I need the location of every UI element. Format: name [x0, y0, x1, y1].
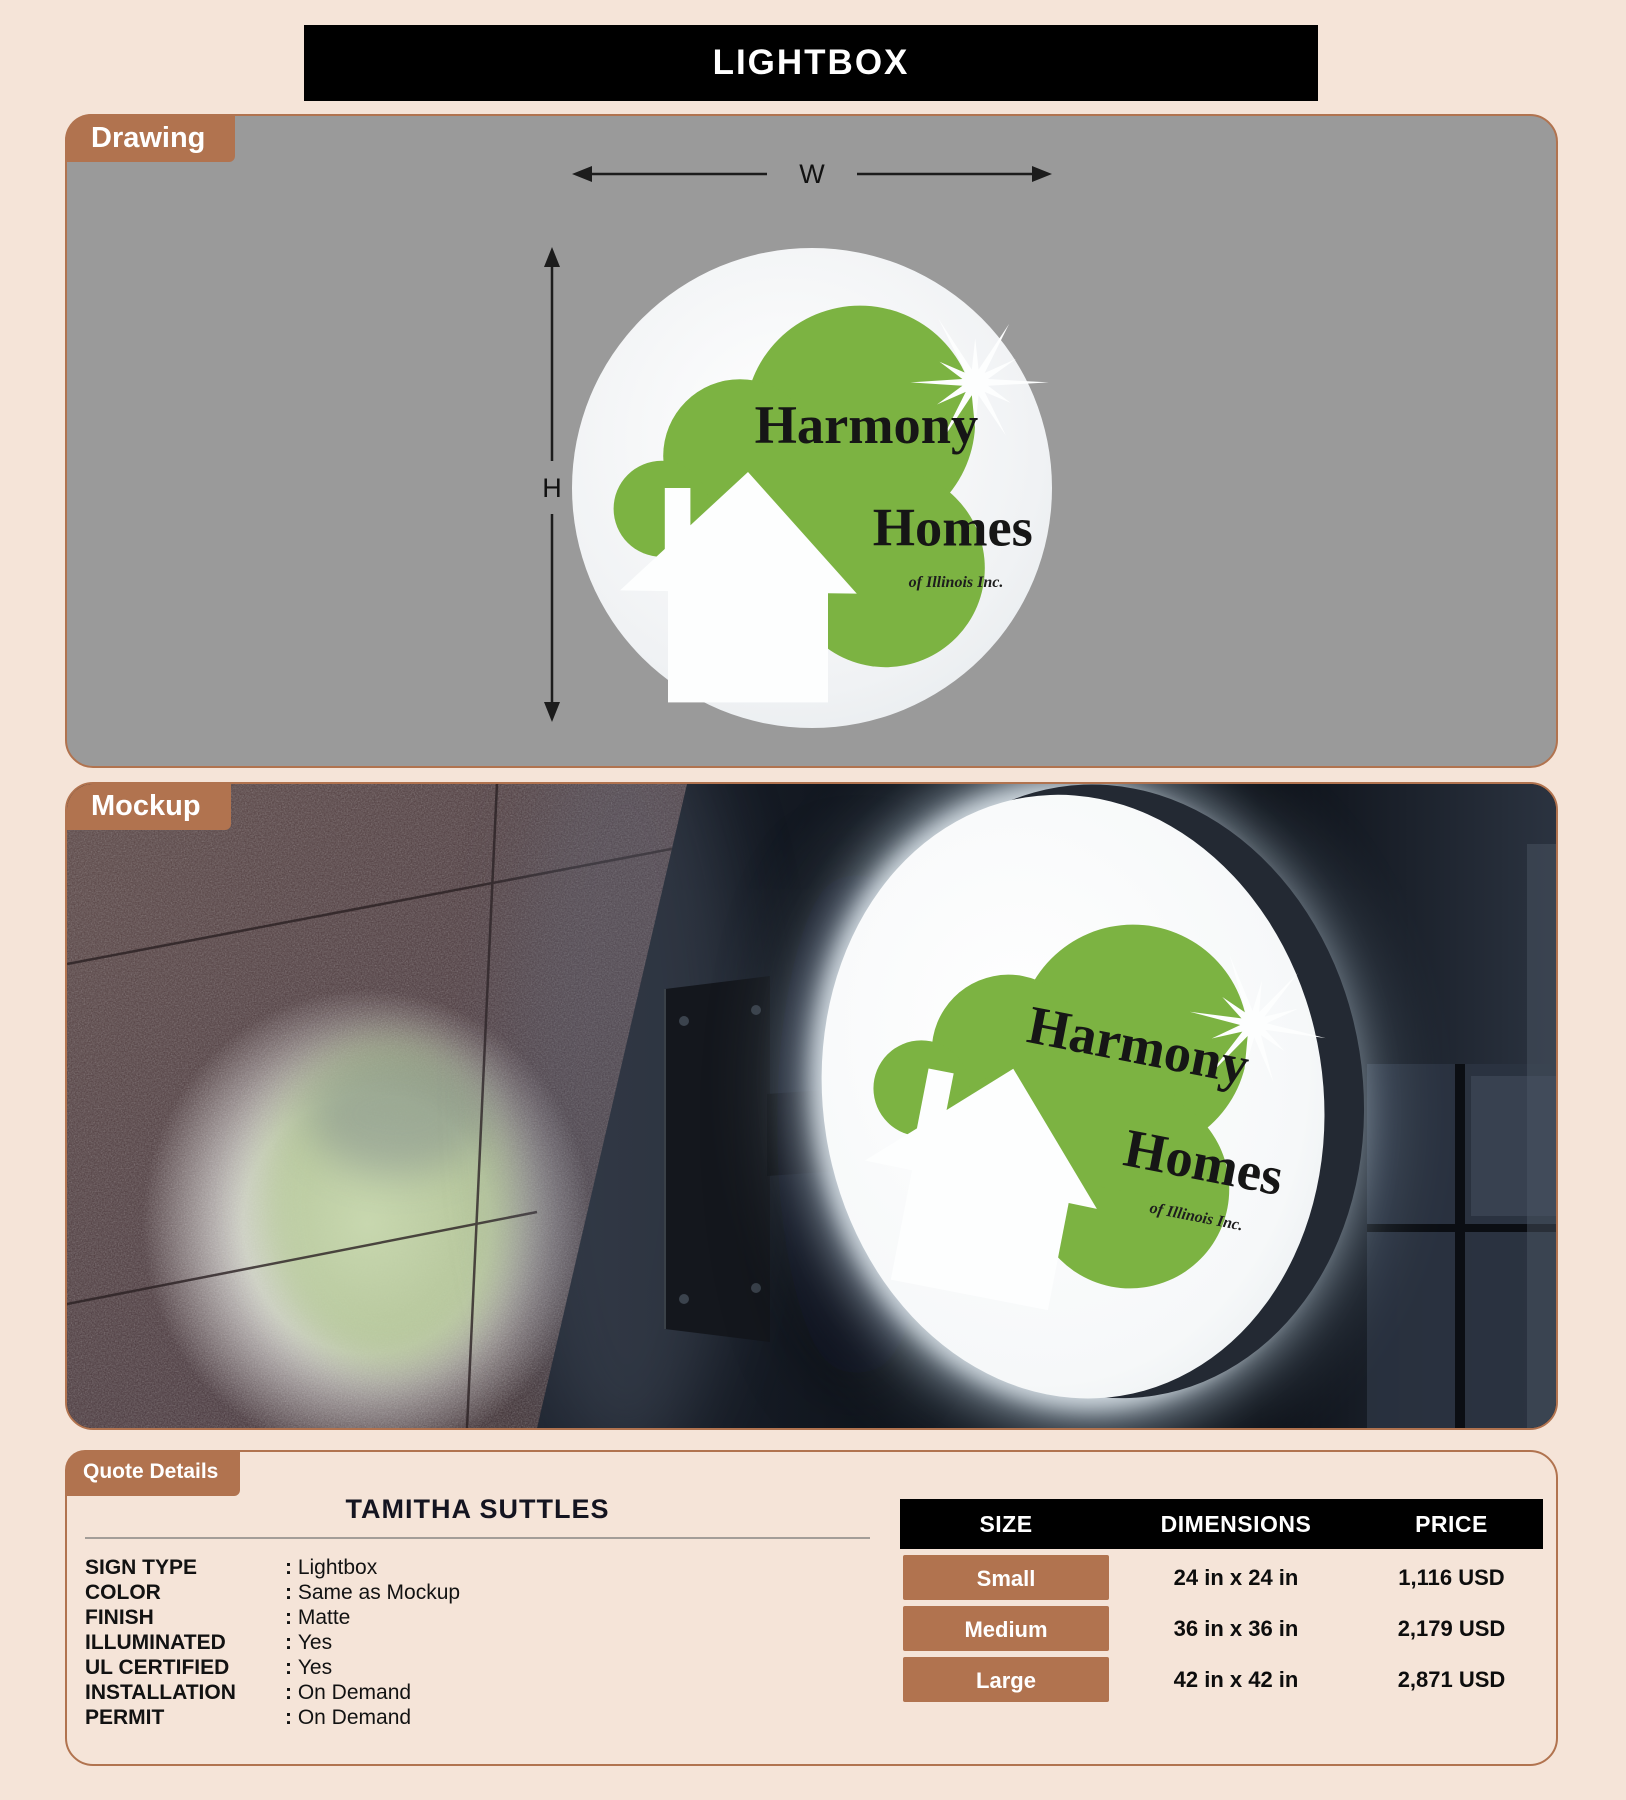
mockup-tab: Mockup — [65, 782, 231, 830]
column-header-price: PRICE — [1415, 1510, 1488, 1537]
size-button-medium[interactable]: Medium — [903, 1606, 1109, 1651]
dimensions-value: 42 in x 42 in — [1173, 1666, 1299, 1692]
detail-row-finish — [85, 1605, 870, 1630]
quote-detail-list — [85, 1555, 870, 1730]
detail-row-color — [85, 1580, 870, 1605]
table-row-medium — [900, 1606, 1543, 1651]
detail-value: : Matte — [285, 1605, 350, 1630]
size-button-small[interactable]: Small — [903, 1555, 1109, 1600]
price-value: 1,116 USD — [1398, 1564, 1505, 1590]
drawing-canvas: Harmony Homes of Illinois Inc. W H — [67, 116, 1556, 766]
detail-value: : Lightbox — [285, 1555, 377, 1580]
dimensions-value: 36 in x 36 in — [1173, 1615, 1299, 1641]
column-header-dimensions: DIMENSIONS — [1160, 1510, 1312, 1537]
customer-name: TAMITHA SUTTLES — [345, 1494, 610, 1524]
table-row-small — [900, 1555, 1543, 1600]
detail-row-installation — [85, 1680, 870, 1705]
quote-summary — [85, 1494, 870, 1730]
detail-value: : Yes — [285, 1655, 332, 1680]
detail-value: : Same as Mockup — [285, 1580, 460, 1605]
column-header-size: SIZE — [979, 1510, 1033, 1537]
table-row-large — [900, 1657, 1543, 1702]
drawing-tab: Drawing — [65, 114, 235, 162]
page-title-banner — [304, 25, 1318, 101]
detail-row-sign-type — [85, 1555, 870, 1580]
divider — [85, 1537, 870, 1539]
detail-label: UL CERTIFIED — [85, 1656, 230, 1679]
detail-value: : On Demand — [285, 1705, 411, 1730]
detail-value: : Yes — [285, 1630, 332, 1655]
detail-row-ul-certified — [85, 1655, 870, 1680]
detail-label: FINISH — [85, 1606, 154, 1629]
quote-details-section — [65, 1450, 1558, 1766]
pricing-table — [900, 1499, 1543, 1702]
detail-label: PERMIT — [85, 1706, 165, 1729]
detail-label: SIGN TYPE — [85, 1556, 198, 1579]
mockup-photo — [67, 784, 1556, 1428]
quote-details-tab: Quote Details — [65, 1450, 240, 1496]
height-dimension-label: H — [542, 473, 562, 503]
mockup-section — [65, 782, 1558, 1430]
detail-value: : On Demand — [285, 1680, 411, 1705]
dimensions-value: 24 in x 24 in — [1173, 1564, 1299, 1590]
drawing-section — [65, 114, 1558, 768]
pricing-table-header — [900, 1499, 1543, 1549]
width-dimension-label: W — [799, 159, 825, 189]
price-value: 2,179 USD — [1397, 1615, 1506, 1641]
detail-row-permit — [85, 1705, 870, 1730]
detail-label: ILLUMINATED — [85, 1631, 226, 1654]
detail-row-illuminated — [85, 1630, 870, 1655]
price-value: 2,871 USD — [1397, 1666, 1506, 1692]
page-title: LIGHTBOX — [712, 43, 910, 82]
detail-label: COLOR — [85, 1581, 161, 1604]
size-button-large[interactable]: Large — [903, 1657, 1109, 1702]
detail-label: INSTALLATION — [85, 1681, 236, 1704]
